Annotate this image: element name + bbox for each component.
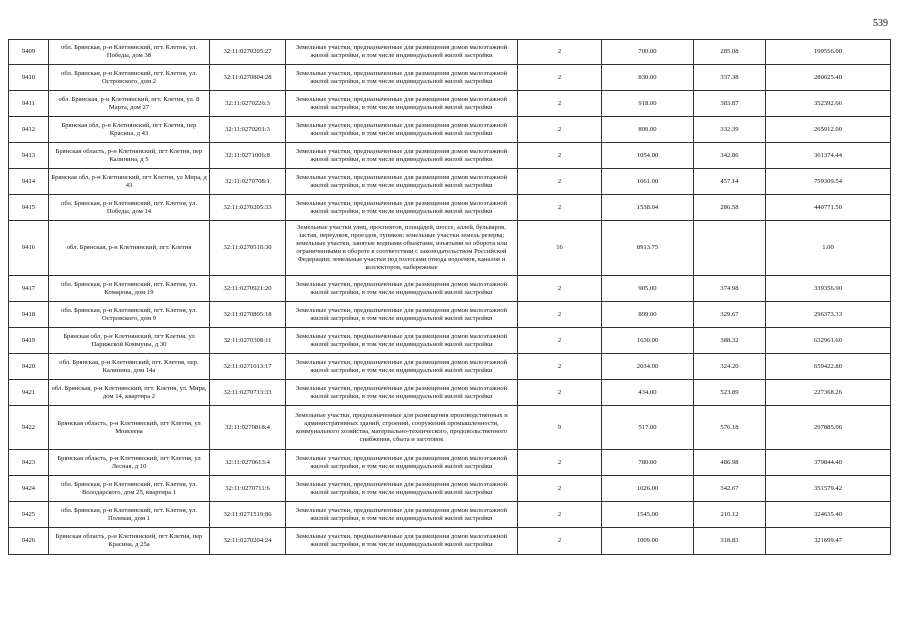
usage-group-cell: 2 [518,380,602,406]
cadastral-value-cell: 297885.06 [766,406,891,450]
specific-value-cell: 285.08 [694,40,766,65]
row-number-cell: 9410 [9,65,49,91]
table-row [9,91,891,117]
usage-group-cell: 2 [518,143,602,169]
land-use-cell: Земельные участки, предназначенные для размещения домов малоэтажной жилой застройки, в том числе индивидуальной жилой застройки [286,91,518,117]
row-number-cell: 9425 [9,502,49,528]
land-use-cell: Земельные участки, предназначенные для размещения домов малоэтажной жилой застройки, в том числе индивидуальной жилой застройки [286,450,518,476]
row-number-cell: 9417 [9,276,49,302]
land-use-cell: Земельные участки, предназначенные для размещения домов малоэтажной жилой застройки, в том числе индивидуальной жилой застройки [286,328,518,354]
cadastral-number-cell: 32:11:0270205:27 [210,40,286,65]
area-cell: 1026.00 [602,476,694,502]
usage-group-cell: 2 [518,276,602,302]
cadastral-number-cell: 32:11:0270711:6 [210,476,286,502]
area-cell: 1538.04 [602,195,694,221]
row-number-cell: 9416 [9,221,49,276]
land-registry-table [8,39,891,555]
specific-value-cell [694,221,766,276]
address-cell: обл. Брянская, р-н Клетнянский, пгт. Клетня, ул. Комарова, дом 19 [49,276,210,302]
specific-value-cell: 286.58 [694,195,766,221]
cadastral-value-cell: 296373.33 [766,302,891,328]
area-cell: 517.00 [602,406,694,450]
land-use-cell: Земельные участки, предназначенные для размещения домов малоэтажной жилой застройки, в том числе индивидуальной жилой застройки [286,65,518,91]
specific-value-cell: 324.20 [694,354,766,380]
address-cell: Брянская обл, р-н Клетнянский, пгт Клетня, пер Красина, д 43 [49,117,210,143]
address-cell: обл. Брянская, р-н Клетнянский, пгт. Клетня, ул. Мира, дом 14, квартира 2 [49,380,210,406]
land-use-cell: Земельные участки, предназначенные для размещения домов малоэтажной жилой застройки, в том числе индивидуальной жилой застройки [286,117,518,143]
specific-value-cell: 457.14 [694,169,766,195]
table-row [9,117,891,143]
page-number: 539 [873,18,888,29]
area-cell: 780.00 [602,450,694,476]
cadastral-number-cell: 32:11:0270510:30 [210,221,286,276]
area-cell: 918.00 [602,91,694,117]
table-row [9,65,891,91]
usage-group-cell: 16 [518,221,602,276]
table-row [9,450,891,476]
address-cell: обл. Брянская, р-н Клетнянский, пгт. Клетня, ул. 8 Марта, дом 27 [49,91,210,117]
specific-value-cell: 523.89 [694,380,766,406]
area-cell: 434.00 [602,380,694,406]
area-cell: 830.00 [602,65,694,91]
land-use-cell: Земельные участки, предназначенные для размещения домов малоэтажной жилой застройки, в том числе индивидуальной жилой застройки [286,476,518,502]
usage-group-cell: 2 [518,354,602,380]
row-number-cell: 9414 [9,169,49,195]
land-use-cell: Земельные участки, предназначенные для размещения домов малоэтажной жилой застройки, в том числе индивидуальной жилой застройки [286,528,518,555]
cadastral-value-cell: 659422.80 [766,354,891,380]
address-cell: Брянская область, р-н Клетнянский, пгт Клетня, пер Калинина, д 5 [49,143,210,169]
table-row [9,406,891,450]
land-use-cell: Земельные участки, предназначенные для размещения домов малоэтажной жилой застройки, в том числе индивидуальной жилой застройки [286,380,518,406]
address-cell: Брянская область, р-н Клетнянский, пгт Клетня, ул Лесная, д 10 [49,450,210,476]
land-use-cell: Земельные участки, предназначенные для размещения домов малоэтажной жилой застройки, в том числе индивидуальной жилой застройки [286,502,518,528]
usage-group-cell: 2 [518,117,602,143]
land-use-cell: Земельные участки, предназначенные для размещения домов малоэтажной жилой застройки, в том числе индивидуальной жилой застройки [286,143,518,169]
area-cell: 899.00 [602,302,694,328]
land-use-cell: Земельные участки, предназначенные для размещения производственных и административных зданий, строений, сооружений промышленности, коммунального хозяйства, материально-технического, продовольственного снабжения, сбыта и заготовок [286,406,518,450]
cadastral-number-cell: 32:11:0271006:8 [210,143,286,169]
specific-value-cell: 383.87 [694,91,766,117]
cadastral-value-cell: 1.00 [766,221,891,276]
address-cell: Брянская область, р-н Клетнянский, пгт Клетня, ул Моисеева [49,406,210,450]
land-use-cell: Земельные участки, предназначенные для размещения домов малоэтажной жилой застройки, в том числе индивидуальной жилой застройки [286,169,518,195]
address-cell: обл. Брянская, р-н Клетнянский, пгт. Клетня, ул. Островского, дом 9 [49,302,210,328]
row-number-cell: 9423 [9,450,49,476]
table-row [9,40,891,65]
cadastral-value-cell: 321699.47 [766,528,891,555]
cadastral-value-cell: 440771.50 [766,195,891,221]
table-row [9,528,891,555]
specific-value-cell: 210.12 [694,502,766,528]
row-number-cell: 9415 [9,195,49,221]
specific-value-cell: 337.38 [694,65,766,91]
area-cell: 1630.00 [602,328,694,354]
cadastral-number-cell: 32:11:0270205:33 [210,195,286,221]
area-cell: 2034.00 [602,354,694,380]
table-row [9,328,891,354]
cadastral-value-cell: 351579.42 [766,476,891,502]
row-number-cell: 9411 [9,91,49,117]
table-body [9,40,891,555]
row-number-cell: 9419 [9,328,49,354]
specific-value-cell: 486.98 [694,450,766,476]
cadastral-number-cell: 32:11:0270708:1 [210,169,286,195]
cadastral-number-cell: 32:11:0270713:33 [210,380,286,406]
address-cell: обл. Брянская, р-н Клетнянский, пгт. Клетня, ул. Полевая, дом 1 [49,502,210,528]
usage-group-cell: 9 [518,406,602,450]
row-number-cell: 9409 [9,40,49,65]
cadastral-value-cell: 379844.40 [766,450,891,476]
area-cell: 8913.75 [602,221,694,276]
cadastral-number-cell: 32:11:0271519:86 [210,502,286,528]
address-cell: обл. Брянская, р-н Клетнянский, пгт. Клетня, ул. Победы, дом 14 [49,195,210,221]
cadastral-value-cell: 227368.26 [766,380,891,406]
cadastral-value-cell: 632961.60 [766,328,891,354]
land-use-cell: Земельные участки, предназначенные для размещения домов малоэтажной жилой застройки, в том числе индивидуальной жилой застройки [286,276,518,302]
row-number-cell: 9420 [9,354,49,380]
area-cell: 1661.00 [602,169,694,195]
row-number-cell: 9422 [9,406,49,450]
cadastral-value-cell: 199556.00 [766,40,891,65]
cadastral-number-cell: 32:11:0270201:3 [210,117,286,143]
cadastral-number-cell: 32:11:0270804:28 [210,65,286,91]
usage-group-cell: 2 [518,528,602,555]
table-row [9,169,891,195]
usage-group-cell: 2 [518,195,602,221]
usage-group-cell: 2 [518,328,602,354]
usage-group-cell: 2 [518,450,602,476]
cadastral-number-cell: 32:11:0270921:20 [210,276,286,302]
table-row [9,276,891,302]
table-row [9,380,891,406]
address-cell: обл. Брянская, р-н Клетнянский, пгт. Клетня, ул. Победы, дом 38 [49,40,210,65]
cadastral-number-cell: 32:11:0270805:18 [210,302,286,328]
address-cell: обл. Брянская, р-н Клетнянский, пгт. Клетня, пер. Калинина, дом 14а [49,354,210,380]
land-use-cell: Земельные участки, предназначенные для размещения домов малоэтажной жилой застройки, в том числе индивидуальной жилой застройки [286,40,518,65]
address-cell: Брянская область, р-н Клетнянский, пгт Клетня, пер Красина, д 25а [49,528,210,555]
specific-value-cell: 374.98 [694,276,766,302]
land-use-cell: Земельные участки, предназначенные для размещения домов малоэтажной жилой застройки, в том числе индивидуальной жилой застройки [286,302,518,328]
cadastral-value-cell: 361374.44 [766,143,891,169]
cadastral-number-cell: 32:11:0270308:11 [210,328,286,354]
address-cell: обл. Брянская, р-н Клетнянский, пгт. Клетня, ул. Володарского, дом 25, квартира 1 [49,476,210,502]
cadastral-value-cell: 265912.00 [766,117,891,143]
address-cell: Брянская обл, р-н Клетнянский, пгт Клетня, ул Парижской Коммуны, д 30 [49,328,210,354]
usage-group-cell: 2 [518,40,602,65]
row-number-cell: 9426 [9,528,49,555]
row-number-cell: 9418 [9,302,49,328]
address-cell: обл. Брянская, р-н Клетнянский, пгт. Клетня, ул. Островского, дом 2 [49,65,210,91]
row-number-cell: 9413 [9,143,49,169]
cadastral-number-cell: 32:11:0271013:17 [210,354,286,380]
specific-value-cell: 342.86 [694,143,766,169]
cadastral-number-cell: 32:11:0270226:3 [210,91,286,117]
cadastral-value-cell: 759309.54 [766,169,891,195]
table-row [9,476,891,502]
usage-group-cell: 2 [518,476,602,502]
cadastral-number-cell: 32:11:0270818:4 [210,406,286,450]
specific-value-cell: 332.39 [694,117,766,143]
area-cell: 1054.00 [602,143,694,169]
cadastral-value-cell: 280025.40 [766,65,891,91]
cadastral-number-cell: 32:11:0270204:24 [210,528,286,555]
usage-group-cell: 2 [518,65,602,91]
usage-group-cell: 2 [518,302,602,328]
usage-group-cell: 2 [518,91,602,117]
specific-value-cell: 329.67 [694,302,766,328]
land-use-cell: Земельные участки, предназначенные для размещения домов малоэтажной жилой застройки, в том числе индивидуальной жилой застройки [286,354,518,380]
address-cell: обл. Брянская, р-н Клетнянский, пгт. Клетня [49,221,210,276]
specific-value-cell: 318.83 [694,528,766,555]
cadastral-number-cell: 32:11:0270613:4 [210,450,286,476]
cadastral-value-cell: 324635.40 [766,502,891,528]
specific-value-cell: 576.18 [694,406,766,450]
table-row [9,302,891,328]
area-cell: 800.00 [602,117,694,143]
table-row [9,143,891,169]
row-number-cell: 9424 [9,476,49,502]
specific-value-cell: 388.32 [694,328,766,354]
row-number-cell: 9412 [9,117,49,143]
land-use-cell: Земельные участки, предназначенные для размещения домов малоэтажной жилой застройки, в том числе индивидуальной жилой застройки [286,195,518,221]
usage-group-cell: 2 [518,169,602,195]
cadastral-value-cell: 352392.66 [766,91,891,117]
land-use-cell: Земельные участки улиц, проспектов, площадей, шоссе, аллей, бульваров, застав, переулков, проездов, тупиков; земельные участки земель резерва; земельные участки, занятые водными объектами, изъятыми из оборота или ограниченными в обороте в соответствии с законодательством Российской Федерации; земельные участки под полосами отвода водоемов, каналов и коллекторов, набережные [286,221,518,276]
table-row [9,354,891,380]
area-cell: 905.00 [602,276,694,302]
specific-value-cell: 342.67 [694,476,766,502]
row-number-cell: 9421 [9,380,49,406]
table-row [9,221,891,276]
cadastral-value-cell: 339356.90 [766,276,891,302]
table-row [9,502,891,528]
usage-group-cell: 2 [518,502,602,528]
table-row [9,195,891,221]
area-cell: 700.00 [602,40,694,65]
area-cell: 1545.00 [602,502,694,528]
area-cell: 1009.00 [602,528,694,555]
address-cell: Брянская обл, р-н Клетнянский, пгт Клетня, ул Мира, д 43 [49,169,210,195]
